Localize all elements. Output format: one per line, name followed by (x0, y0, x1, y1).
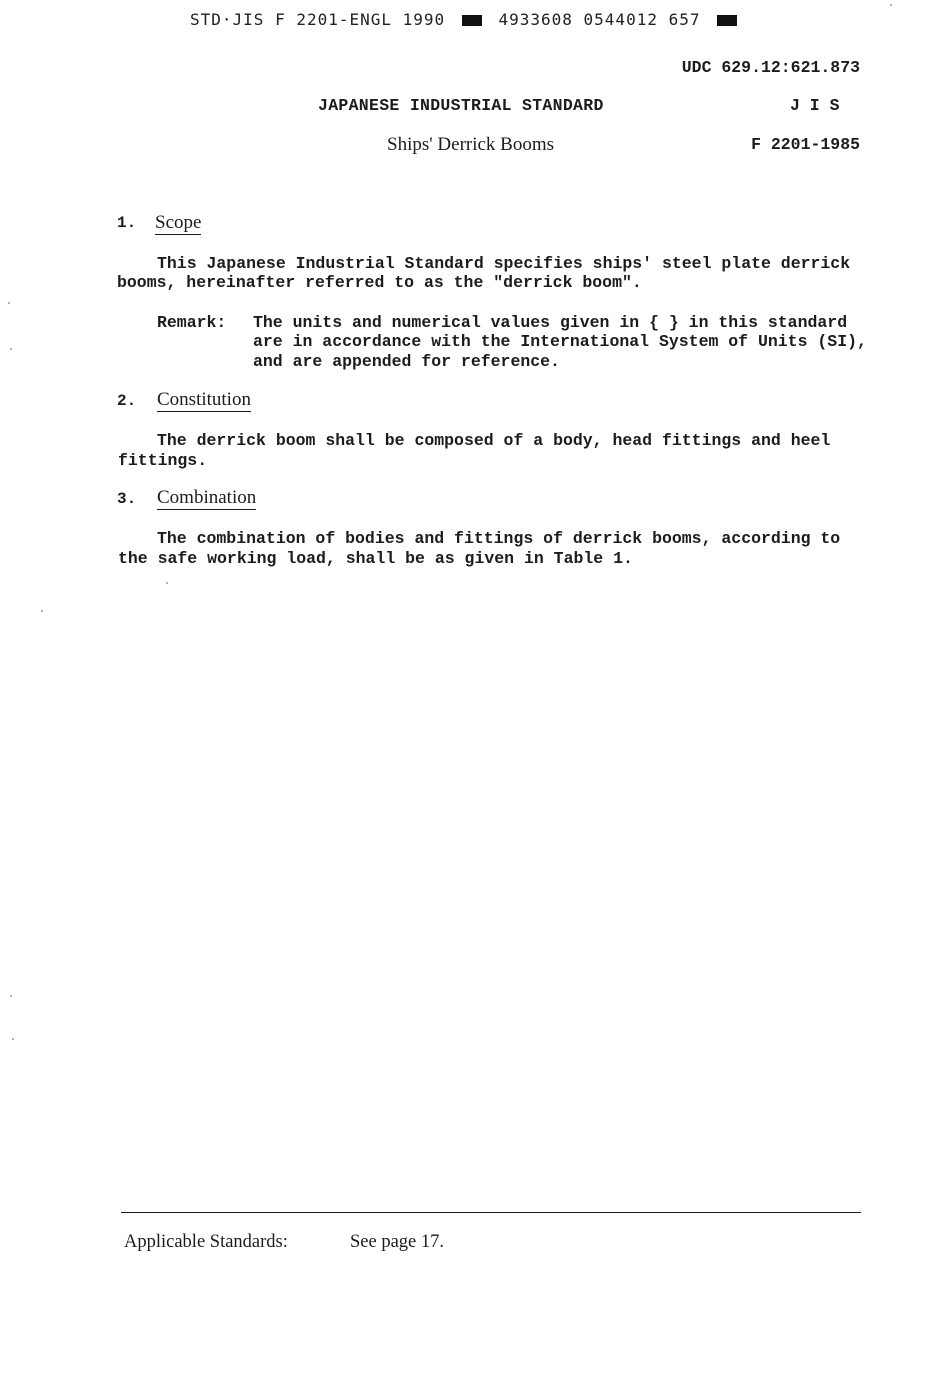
paragraph-line: This Japanese Industrial Standard specifies ships' steel plate derrick (157, 254, 851, 273)
scan-speck (12, 1038, 14, 1040)
paragraph-line: The combination of bodies and fittings of derrick booms, according to (157, 529, 841, 548)
standard-number: F 2201-1985 (751, 135, 860, 154)
remark-label: Remark: (157, 313, 227, 332)
remark-line: are in accordance with the International System of Units (SI), (253, 332, 867, 351)
section-number: 2. (117, 392, 137, 410)
section-number: 1. (117, 214, 137, 232)
section-title-combination: Combination (157, 487, 257, 508)
footnote-text: See page 17. (350, 1232, 445, 1252)
jis-mark: J I S (790, 96, 840, 115)
udc-number: UDC 629.12:621.873 (681, 58, 860, 77)
header-code-part1: STD·JIS F 2201-ENGL 1990 (190, 10, 446, 29)
black-block-mark (462, 15, 482, 26)
footnote-divider (121, 1212, 861, 1213)
paragraph-line: booms, hereinafter referred to as the "derrick boom". (117, 273, 642, 292)
standard-label: JAPANESE INDUSTRIAL STANDARD (318, 96, 604, 115)
black-block-mark (717, 15, 737, 26)
paragraph-line: the safe working load, shall be as given in Table 1. (118, 549, 633, 568)
remark-line: and are appended for reference. (253, 352, 560, 371)
scan-speck (166, 582, 168, 584)
section-title-constitution: Constitution (157, 389, 251, 410)
document-header-code (190, 10, 743, 29)
footnote-label: Applicable Standards: (124, 1232, 288, 1252)
paragraph-line: fittings. (118, 451, 208, 470)
scan-speck (10, 348, 12, 350)
scan-speck (8, 302, 10, 304)
remark-line: The units and numerical values given in { } in this standard (253, 313, 848, 332)
page-title: Ships' Derrick Booms (387, 134, 555, 155)
paragraph-line: The derrick boom shall be composed of a body, head fittings and heel (157, 431, 831, 450)
section-title-scope: Scope (155, 212, 202, 233)
header-code-part2: 4933608 0544012 657 (498, 10, 701, 29)
section-number: 3. (117, 490, 137, 508)
scan-speck (890, 4, 892, 6)
scan-speck (41, 610, 43, 612)
scan-speck (10, 995, 12, 997)
